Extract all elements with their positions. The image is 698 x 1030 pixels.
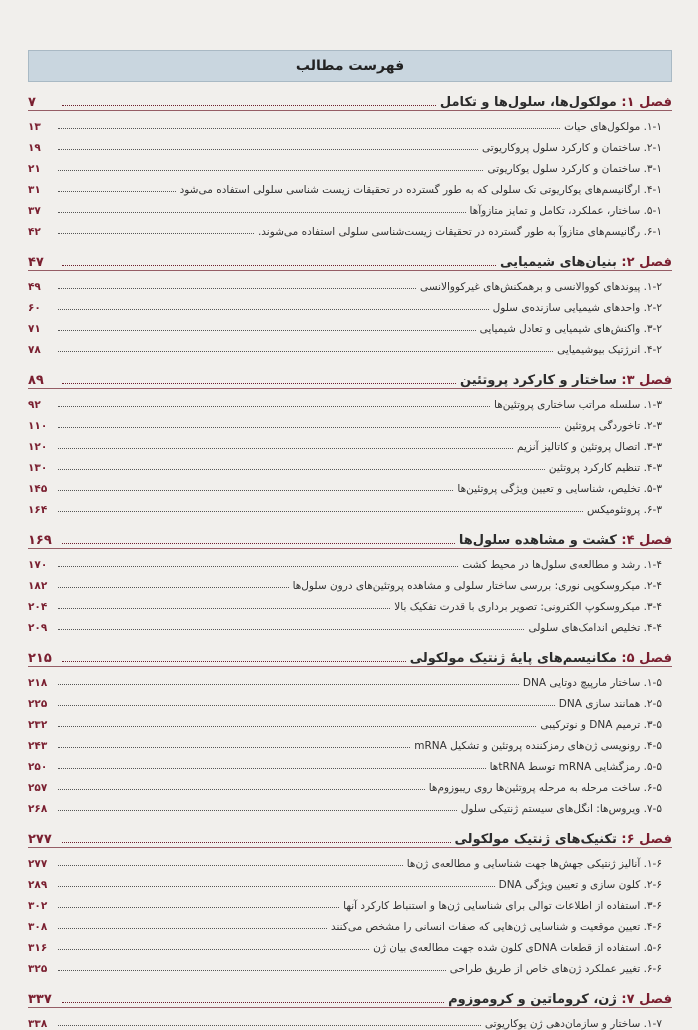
dot-leader <box>58 149 478 150</box>
section-title: ۳-۴. میکروسکوپ الکترونی: تصویر برداری با قدرت تفکیک بالا <box>394 601 662 613</box>
section-entry[interactable] <box>28 390 672 411</box>
dot-leader <box>58 406 490 407</box>
section-entry[interactable] <box>28 474 672 495</box>
chapter-block <box>28 985 672 1030</box>
section-entry[interactable] <box>28 335 672 356</box>
chapter-block <box>28 526 672 634</box>
section-page-number: ۳۰۲ <box>28 900 48 912</box>
dot-leader <box>58 128 560 129</box>
dot-leader <box>58 608 390 609</box>
section-title: ۱-۲. پیوندهای کووالانسی و برهمکنش‌های غیرکووالانسی <box>419 281 662 293</box>
section-entry[interactable] <box>28 411 672 432</box>
section-page-number: ۱۳۰ <box>28 462 48 474</box>
chapter-title: ژن، کروماتین و کروموزوم <box>448 992 617 1007</box>
chapter-page-number: ۸۹ <box>28 373 44 388</box>
chapter-heading[interactable] <box>28 985 672 1007</box>
chapter-title-wrap <box>460 373 672 388</box>
dot-leader <box>58 810 457 811</box>
section-entry[interactable] <box>28 752 672 773</box>
section-page-number: ۲۳۲ <box>28 719 48 731</box>
section-page-number: ۲۷۷ <box>28 858 48 870</box>
chapter-heading[interactable] <box>28 526 672 548</box>
section-title: ۱-۶. آنالیز ژنتیکی جهش‌ها جهت شناسایی و مطالعه‌ی ژن‌ها <box>406 858 662 870</box>
dot-leader <box>58 629 524 630</box>
section-entry[interactable] <box>28 550 672 571</box>
chapter-title-wrap <box>500 255 672 270</box>
chapter-block <box>28 248 672 356</box>
section-title: ۲-۳. تاخوردگی پروتئین <box>564 420 662 432</box>
section-title: ۳-۵. ترمیم DNA و نوترکیبی <box>540 719 662 731</box>
chapter-title-wrap <box>440 95 672 110</box>
section-entry[interactable] <box>28 1009 672 1030</box>
chapter-label: فصل ۴: <box>621 533 672 548</box>
section-entry[interactable] <box>28 689 672 710</box>
chapter-heading[interactable] <box>28 88 672 110</box>
chapter-rule <box>28 388 672 389</box>
chapter-heading[interactable] <box>28 366 672 388</box>
section-entry[interactable] <box>28 314 672 335</box>
section-title: ۲-۶. کلون سازی و تعیین ویژگی DNA <box>498 879 662 891</box>
section-entry[interactable] <box>28 731 672 752</box>
dot-leader <box>58 330 476 331</box>
section-page-number: ۱۱۰ <box>28 420 48 432</box>
dot-leader <box>62 105 436 106</box>
section-title: ۴-۵. رونویسی ژن‌های رمزکننده پروتئین و تشکیل mRNA <box>414 740 662 752</box>
chapter-title: بنیان‌های شیمیایی <box>500 255 617 270</box>
section-entry[interactable] <box>28 933 672 954</box>
section-page-number: ۲۱ <box>28 163 41 175</box>
chapter-title-wrap <box>455 832 672 847</box>
chapter-title-wrap <box>410 651 672 666</box>
chapter-rule <box>28 847 672 848</box>
section-page-number: ۲۲۵ <box>28 698 48 710</box>
section-entry[interactable] <box>28 133 672 154</box>
section-entry[interactable] <box>28 870 672 891</box>
section-title: ۴-۳. تنظیم کارکرد پروتئین <box>548 462 662 474</box>
section-page-number: ۳۷ <box>28 205 41 217</box>
toc-header <box>28 50 672 82</box>
chapter-label: فصل ۳: <box>621 373 672 388</box>
section-entry[interactable] <box>28 592 672 613</box>
dot-leader <box>58 288 416 289</box>
section-title: ۵-۱. ساختار، عملکرد، تکامل و تمایز متازوآها <box>469 205 662 217</box>
chapter-label: فصل ۷: <box>621 992 672 1007</box>
chapter-label: فصل ۶: <box>621 832 672 847</box>
chapter-rule <box>28 666 672 667</box>
dot-leader <box>58 233 254 234</box>
chapter-heading[interactable] <box>28 248 672 270</box>
section-entry[interactable] <box>28 773 672 794</box>
section-title: ۳-۱. ساختمان و کارکرد سلول یوکاریوتی <box>487 163 662 175</box>
section-entry[interactable] <box>28 196 672 217</box>
chapter-page-number: ۲۱۵ <box>28 651 52 666</box>
section-page-number: ۲۰۹ <box>28 622 48 634</box>
dot-leader <box>58 490 453 491</box>
dot-leader <box>58 886 495 887</box>
section-title: ۱-۷. ساختار و سازمان‌دهی ژن یوکاریوتی <box>484 1018 662 1030</box>
section-page-number: ۲۵۷ <box>28 782 48 794</box>
dot-leader <box>58 212 466 213</box>
dot-leader <box>58 469 545 470</box>
section-page-number: ۴۹ <box>28 281 41 293</box>
section-title: ۱-۵. ساختار مارپیچ دوتایی DNA <box>522 677 662 689</box>
dot-leader <box>62 842 451 843</box>
section-entry[interactable] <box>28 710 672 731</box>
chapter-page-number: ۳۳۷ <box>28 992 52 1007</box>
section-title: ۲-۴. میکروسکوپی نوری: بررسی ساختار سلولی و مشاهده پروتئین‌های درون سلول‌ها <box>292 580 662 592</box>
section-entry[interactable] <box>28 849 672 870</box>
section-title: ۴-۶. تعیین موقعیت و شناسایی ژن‌هایی که صفات انسانی را مشخص می‌کنند <box>330 921 662 933</box>
section-entry[interactable] <box>28 453 672 474</box>
chapter-page-number: ۴۷ <box>28 255 44 270</box>
section-page-number: ۷۱ <box>28 323 41 335</box>
section-title: ۵-۵. رمزگشایی mRNA توسط tRNAها <box>489 761 662 773</box>
dot-leader <box>58 949 369 950</box>
section-page-number: ۱۴۵ <box>28 483 48 495</box>
chapter-rule <box>28 270 672 271</box>
chapter-title-wrap <box>459 533 672 548</box>
section-page-number: ۲۱۸ <box>28 677 48 689</box>
section-page-number: ۳۱ <box>28 184 41 196</box>
chapter-page-number: ۱۶۹ <box>28 533 52 548</box>
section-entry[interactable] <box>28 272 672 293</box>
section-title: ۱-۳. سلسله مراتب ساختاری پروتئین‌ها <box>494 399 662 411</box>
section-entry[interactable] <box>28 154 672 175</box>
chapter-title: کشت و مشاهده سلول‌ها <box>458 533 617 548</box>
dot-leader <box>58 747 410 748</box>
dot-leader <box>62 383 456 384</box>
section-page-number: ۱۲۰ <box>28 441 48 453</box>
dot-leader <box>58 427 560 428</box>
chapter-title-wrap <box>448 992 672 1007</box>
section-page-number: ۳۳۸ <box>28 1018 48 1030</box>
section-title: ۶-۱. رگانیسم‌های متازوآ به طور گسترده در تحقیقات زیست‌شناسی سلولی استفاده می‌شوند. <box>257 226 662 238</box>
section-page-number: ۱۷۰ <box>28 559 48 571</box>
chapter-page-number: ۷ <box>28 95 36 110</box>
dot-leader <box>58 928 327 929</box>
section-title: ۶-۳. پروتئومیکس <box>586 504 662 516</box>
dot-leader <box>58 684 519 685</box>
dot-leader <box>58 309 489 310</box>
section-title: ۵-۳. تخلیص، شناسایی و تعیین ویژگی پروتئین‌ها <box>457 483 662 495</box>
chapter-label: فصل ۱: <box>621 95 672 110</box>
section-page-number: ۴۲ <box>28 226 41 238</box>
section-page-number: ۱۹ <box>28 142 41 154</box>
dot-leader <box>58 587 289 588</box>
section-entry[interactable] <box>28 668 672 689</box>
chapter-label: فصل ۵: <box>621 651 672 666</box>
chapter-block <box>28 88 672 238</box>
section-entry[interactable] <box>28 571 672 592</box>
section-entry[interactable] <box>28 175 672 196</box>
chapter-title: مولکول‌ها، سلول‌ها و تکامل <box>439 95 617 110</box>
section-page-number: ۲۸۹ <box>28 879 48 891</box>
dot-leader <box>58 566 458 567</box>
section-title: ۶-۶. تغییر عملکرد ژن‌های خاص از طریق طراحی <box>449 963 662 975</box>
chapter-title: ساختار و کارکرد پروتئین <box>460 373 617 388</box>
section-title: ۲-۲. واحدهای شیمیایی سازنده‌ی سلول <box>492 302 662 314</box>
dot-leader <box>58 191 176 192</box>
chapter-title: تکنیک‌های ژنتیک مولکولی <box>454 832 617 847</box>
chapter-heading[interactable] <box>28 825 672 847</box>
section-title: ۱-۴. رشد و مطالعه‌ی سلول‌ها در محیط کشت <box>462 559 662 571</box>
section-title: ۱-۱. مولکول‌های حیات <box>564 121 662 133</box>
section-entry[interactable] <box>28 912 672 933</box>
toc-title: فهرست مطالب <box>295 58 405 74</box>
chapter-heading[interactable] <box>28 644 672 666</box>
dot-leader <box>62 1002 444 1003</box>
dot-leader <box>58 705 555 706</box>
section-page-number: ۳۱۶ <box>28 942 48 954</box>
dot-leader <box>58 768 486 769</box>
section-title: ۲-۵. همانند سازی DNA <box>558 698 662 710</box>
chapter-rule <box>28 548 672 549</box>
section-title: ۴-۲. انرژتیک بیوشیمیایی <box>557 344 662 356</box>
section-page-number: ۱۸۲ <box>28 580 48 592</box>
section-title: ۷-۵. ویروس‌ها: انگل‌های سیستم ژنتیکی سلول <box>460 803 662 815</box>
section-entry[interactable] <box>28 293 672 314</box>
dot-leader <box>58 511 583 512</box>
section-entry[interactable] <box>28 112 672 133</box>
dot-leader <box>58 170 483 171</box>
toc-list <box>28 88 672 1030</box>
section-page-number: ۲۴۳ <box>28 740 48 752</box>
section-title: ۴-۱. ارگانیسم‌های یوکاریوتی تک سلولی که به طور گسترده در تحقیقات زیست شناسی سلولی استفاده می‌شود <box>179 184 662 196</box>
section-page-number: ۳۰۸ <box>28 921 48 933</box>
section-entry[interactable] <box>28 495 672 516</box>
section-page-number: ۲۰۴ <box>28 601 48 613</box>
section-page-number: ۲۵۰ <box>28 761 48 773</box>
section-title: ۳-۶. استفاده از اطلاعات توالی برای شناسایی ژن‌ها و استنباط کارکرد آنها <box>343 900 662 912</box>
chapter-label: فصل ۲: <box>621 255 672 270</box>
dot-leader <box>58 865 403 866</box>
section-entry[interactable] <box>28 613 672 634</box>
dot-leader <box>58 789 425 790</box>
section-title: ۲-۱. ساختمان و کارکرد سلول پروکاریوتی <box>482 142 662 154</box>
chapter-page-number: ۲۷۷ <box>28 832 52 847</box>
dot-leader <box>62 661 406 662</box>
chapter-rule <box>28 110 672 111</box>
section-entry[interactable] <box>28 891 672 912</box>
section-page-number: ۶۰ <box>28 302 41 314</box>
section-entry[interactable] <box>28 954 672 975</box>
section-title: ۳-۳. اتصال پروتئین و کاتالیز آنزیم <box>516 441 662 453</box>
chapter-block <box>28 644 672 815</box>
section-title: ۵-۶. استفاده از قطعات DNAی کلون شده جهت مطالعه‌ی بیان ژن <box>373 942 662 954</box>
dot-leader <box>58 351 553 352</box>
chapter-block <box>28 366 672 516</box>
dot-leader <box>58 970 446 971</box>
section-page-number: ۲۶۸ <box>28 803 48 815</box>
chapter-title: مکانیسم‌های پایهٔ ژنتیک مولکولی <box>409 651 617 666</box>
dot-leader <box>62 543 455 544</box>
dot-leader <box>58 448 513 449</box>
section-entry[interactable] <box>28 432 672 453</box>
chapter-rule <box>28 1007 672 1008</box>
section-entry[interactable] <box>28 217 672 238</box>
section-page-number: ۹۲ <box>28 399 41 411</box>
section-page-number: ۷۸ <box>28 344 41 356</box>
dot-leader <box>58 907 339 908</box>
dot-leader <box>62 265 496 266</box>
section-page-number: ۳۲۵ <box>28 963 48 975</box>
dot-leader <box>58 726 536 727</box>
chapter-block <box>28 825 672 975</box>
section-title: ۶-۵. ساخت مرحله به مرحله پروتئین‌ها روی ریبوزوم‌ها <box>428 782 662 794</box>
section-page-number: ۱۳ <box>28 121 41 133</box>
section-entry[interactable] <box>28 794 672 815</box>
section-page-number: ۱۶۴ <box>28 504 48 516</box>
section-title: ۴-۴. تخلیص اندامک‌های سلولی <box>528 622 662 634</box>
section-title: ۳-۲. واکنش‌های شیمیایی و تعادل شیمیایی <box>479 323 662 335</box>
dot-leader <box>58 1025 481 1026</box>
